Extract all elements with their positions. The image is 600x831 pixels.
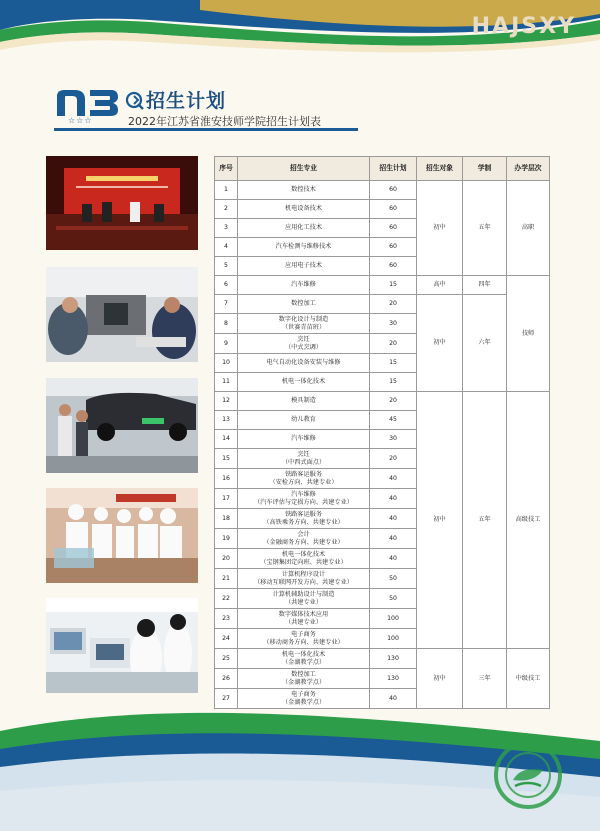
- target-cell: 初中: [417, 392, 463, 649]
- major-name: [238, 295, 370, 314]
- table-row: [215, 276, 550, 295]
- plan-count: 30: [370, 430, 417, 449]
- row-number: 15: [215, 449, 238, 469]
- row-number: 20: [215, 549, 238, 569]
- major-name: [238, 629, 370, 649]
- plan-count: 15: [370, 276, 417, 295]
- major-name: [238, 276, 370, 295]
- column-header-target: 招生对象: [417, 157, 463, 181]
- row-number: 12: [215, 392, 238, 411]
- duration-cell: 六年: [463, 295, 507, 392]
- major-note: （中式烹调）: [284, 343, 323, 351]
- row-number: 8: [215, 314, 238, 334]
- plan-count: 40: [370, 689, 417, 709]
- major-title: 烹饪: [297, 335, 310, 343]
- search-circle-icon: [125, 90, 145, 110]
- major-title: 数字化设计与制造: [278, 315, 329, 323]
- row-number: 3: [215, 219, 238, 238]
- major-name: [238, 529, 370, 549]
- major-title: 烹饪: [297, 450, 310, 458]
- major-title: 铁路客运服务: [284, 470, 323, 478]
- major-name: [238, 354, 370, 373]
- table-row: [215, 295, 550, 314]
- major-name: [238, 449, 370, 469]
- major-title: 计算机辅助设计与制造: [272, 590, 335, 598]
- plan-count: 15: [370, 354, 417, 373]
- row-number: 11: [215, 373, 238, 392]
- target-cell: 初中: [417, 295, 463, 392]
- row-number: 27: [215, 689, 238, 709]
- major-title: 电子商务: [291, 690, 316, 698]
- photo-mechanical-workshop: [46, 267, 198, 362]
- major-name: [238, 200, 370, 219]
- major-name: [238, 411, 370, 430]
- major-name: [238, 589, 370, 609]
- plan-count: 20: [370, 295, 417, 314]
- plan-count: 60: [370, 257, 417, 276]
- photo-ceremony-stage: [46, 156, 198, 250]
- row-number: 23: [215, 609, 238, 629]
- plan-count: 100: [370, 609, 417, 629]
- column-header-duration: 学制: [463, 157, 507, 181]
- plan-count: 45: [370, 411, 417, 430]
- row-number: 22: [215, 589, 238, 609]
- row-number: 24: [215, 629, 238, 649]
- photo-lab-class: [46, 598, 198, 693]
- plan-count: 130: [370, 669, 417, 689]
- watermark: HAJSXY: [471, 14, 576, 39]
- duration-cell: 五年: [463, 181, 507, 276]
- row-number: 5: [215, 257, 238, 276]
- table-row: [215, 392, 550, 411]
- major-note: （宝钢集团定向班、共建专业）: [260, 558, 347, 566]
- major-title: 幼儿教育: [291, 416, 316, 424]
- major-name: [238, 509, 370, 529]
- enrollment-plan-table: [214, 156, 550, 709]
- level-cell: 中级技工: [507, 649, 550, 709]
- major-title: 汽车维修: [291, 281, 316, 289]
- major-title: 数控加工: [291, 670, 316, 678]
- major-title: 应用化工技术: [284, 224, 323, 232]
- major-title: 机电一体化技术: [281, 378, 326, 386]
- major-name: [238, 469, 370, 489]
- column-header-no: 序号: [215, 157, 238, 181]
- major-title: 应用电子技术: [284, 262, 323, 270]
- target-cell: 初中: [417, 649, 463, 709]
- major-title: 数字媒体技术应用: [278, 610, 329, 618]
- duration-cell: 三年: [463, 649, 507, 709]
- major-name: [238, 549, 370, 569]
- major-name: [238, 334, 370, 354]
- major-name: [238, 669, 370, 689]
- plan-count: 100: [370, 629, 417, 649]
- photo-auto-repair: [46, 378, 198, 473]
- major-name: [238, 257, 370, 276]
- major-note: （汽车评估与定损方向、共建专业）: [254, 498, 353, 506]
- level-cell: 技师: [507, 276, 550, 392]
- major-title: 电气自动化设备安装与维修: [266, 359, 341, 367]
- row-number: 13: [215, 411, 238, 430]
- plan-count: 50: [370, 569, 417, 589]
- row-number: 25: [215, 649, 238, 669]
- plan-count: 40: [370, 509, 417, 529]
- major-name: [238, 430, 370, 449]
- major-name: [238, 609, 370, 629]
- major-name: [238, 181, 370, 200]
- row-number: 17: [215, 489, 238, 509]
- plan-count: 60: [370, 219, 417, 238]
- table-row: [215, 649, 550, 669]
- row-number: 19: [215, 529, 238, 549]
- plan-count: 40: [370, 469, 417, 489]
- row-number: 7: [215, 295, 238, 314]
- row-number: 18: [215, 509, 238, 529]
- major-name: [238, 373, 370, 392]
- major-title: 数控加工: [291, 300, 316, 308]
- major-note: （金湖教学点）: [281, 658, 326, 666]
- major-name: [238, 649, 370, 669]
- plan-count: 50: [370, 589, 417, 609]
- major-title: 计算机程序设计: [281, 570, 326, 578]
- column-header-major: 招生专业: [238, 157, 370, 181]
- target-cell: 初中: [417, 181, 463, 276]
- major-note: （移动互联网开发方向、共建专业）: [254, 578, 353, 586]
- row-number: 21: [215, 569, 238, 589]
- target-cell: 高中: [417, 276, 463, 295]
- major-title: 机电设备技术: [284, 205, 323, 213]
- major-note: （金融商务方向、共建专业）: [263, 538, 344, 546]
- row-number: 6: [215, 276, 238, 295]
- school-seal: [493, 740, 563, 810]
- plan-count: 15: [370, 373, 417, 392]
- major-name: [238, 314, 370, 334]
- logo-stars: ☆☆☆: [68, 116, 93, 125]
- major-title: 汽车维修: [291, 490, 316, 498]
- major-title: 数控技术: [291, 186, 316, 194]
- major-note: （共建专业）: [284, 618, 323, 626]
- row-number: 26: [215, 669, 238, 689]
- major-note: （金湖教学点）: [281, 678, 326, 686]
- major-name: [238, 392, 370, 411]
- major-title: 机电一体化技术: [281, 650, 326, 658]
- level-cell: 高级技工: [507, 392, 550, 649]
- plan-count: 20: [370, 392, 417, 411]
- row-number: 9: [215, 334, 238, 354]
- page-subtitle: 2022年江苏省淮安技师学院招生计划表: [128, 115, 321, 128]
- row-number: 1: [215, 181, 238, 200]
- major-name: [238, 569, 370, 589]
- plan-count: 40: [370, 489, 417, 509]
- major-title: 汽车检测与维修技术: [275, 243, 332, 251]
- row-number: 14: [215, 430, 238, 449]
- row-number: 10: [215, 354, 238, 373]
- duration-cell: 五年: [463, 392, 507, 649]
- plan-count: 60: [370, 181, 417, 200]
- table-row: [215, 181, 550, 200]
- plan-count: 40: [370, 549, 417, 569]
- plan-count: 40: [370, 529, 417, 549]
- major-name: [238, 489, 370, 509]
- plan-count: 20: [370, 334, 417, 354]
- major-name: [238, 238, 370, 257]
- row-number: 2: [215, 200, 238, 219]
- major-name: [238, 219, 370, 238]
- plan-count: 20: [370, 449, 417, 469]
- major-note: （高铁乘务方向、共建专业）: [263, 518, 344, 526]
- row-number: 16: [215, 469, 238, 489]
- major-title: 机电一体化技术: [281, 550, 326, 558]
- major-title: 汽车维修: [291, 435, 316, 443]
- major-title: 会计: [297, 530, 310, 538]
- plan-count: 60: [370, 238, 417, 257]
- plan-count: 30: [370, 314, 417, 334]
- column-header-level: 办学层次: [507, 157, 550, 181]
- major-note: （共建专业）: [284, 598, 323, 606]
- title-underline: [54, 128, 358, 131]
- duration-cell: 四年: [463, 276, 507, 295]
- major-note: （金湖教学点）: [281, 698, 326, 706]
- major-title: 铁路客运服务: [284, 510, 323, 518]
- school-logo: [55, 88, 120, 118]
- plan-count: 130: [370, 649, 417, 669]
- major-note: （移动商务方向、共建专业）: [263, 638, 344, 646]
- column-header-plan: 招生计划: [370, 157, 417, 181]
- plan-count: 60: [370, 200, 417, 219]
- major-title: 模具制造: [291, 397, 316, 405]
- level-cell: 高职: [507, 181, 550, 276]
- table-header-row: [215, 157, 550, 181]
- page-title: 招生计划: [146, 90, 227, 112]
- major-note: （世赛青苗班）: [281, 323, 326, 331]
- major-note: （安检方向、共建专业）: [269, 478, 338, 486]
- row-number: 4: [215, 238, 238, 257]
- photo-culinary-class: [46, 488, 198, 583]
- major-note: （中西式面点）: [281, 458, 326, 466]
- major-title: 电子商务: [291, 630, 316, 638]
